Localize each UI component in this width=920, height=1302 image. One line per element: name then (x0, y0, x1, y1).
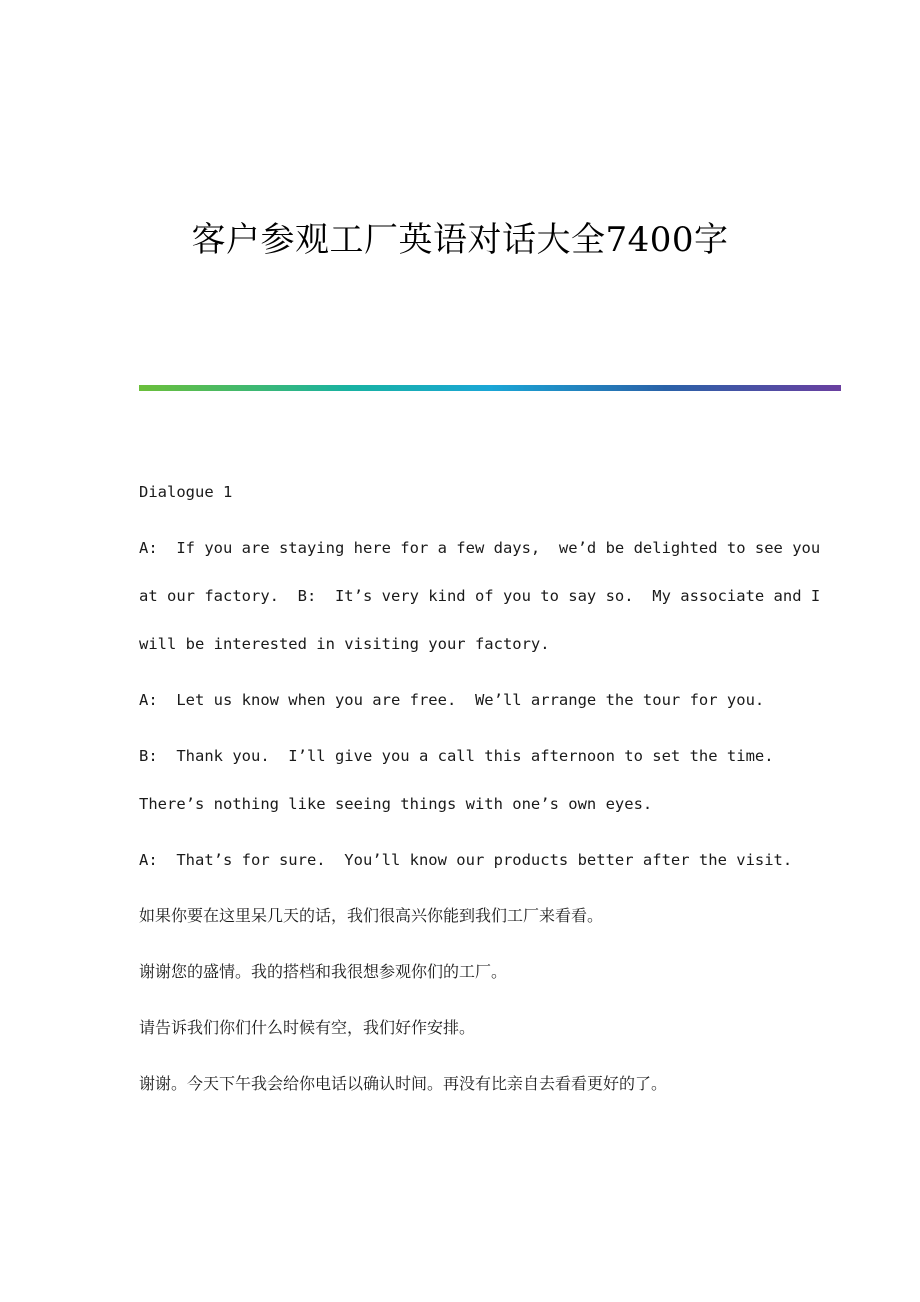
dialogue-paragraph: A: Let us know when you are free. We’ll arrange the tour for you. (139, 691, 765, 709)
gradient-divider (139, 385, 841, 391)
dialogue-paragraph: A: That’s for sure. You’ll know our products better after the visit. (139, 851, 793, 869)
translation-paragraph: 如果你要在这里呆几天的话，我们很高兴你能到我们工厂来看看。 (139, 906, 604, 925)
document-body (139, 468, 839, 1116)
document-title: 客户参观工厂英语对话大全7400字 (191, 220, 729, 260)
dialogue-paragraph: A: If you are staying here for a few days, we’d be delighted to see you at our factory. B: It’s very kind of you to say so. My associate and I will be interested in visiting your factory. (139, 539, 830, 653)
translation-paragraph: 谢谢您的盛情。我的搭档和我很想参观你们的工厂。 (139, 962, 508, 981)
dialogue-heading: Dialogue 1 (139, 483, 233, 501)
translation-paragraph: 请告诉我们你们什么时候有空，我们好作安排。 (139, 1018, 476, 1037)
translation-paragraph: 谢谢。今天下午我会给你电话以确认时间。再没有比亲自去看看更好的了。 (139, 1074, 668, 1093)
dialogue-paragraph: B: Thank you. I’ll give you a call this afternoon to set the time. There’s nothing like seeing things with one’s own eyes. (139, 747, 793, 813)
